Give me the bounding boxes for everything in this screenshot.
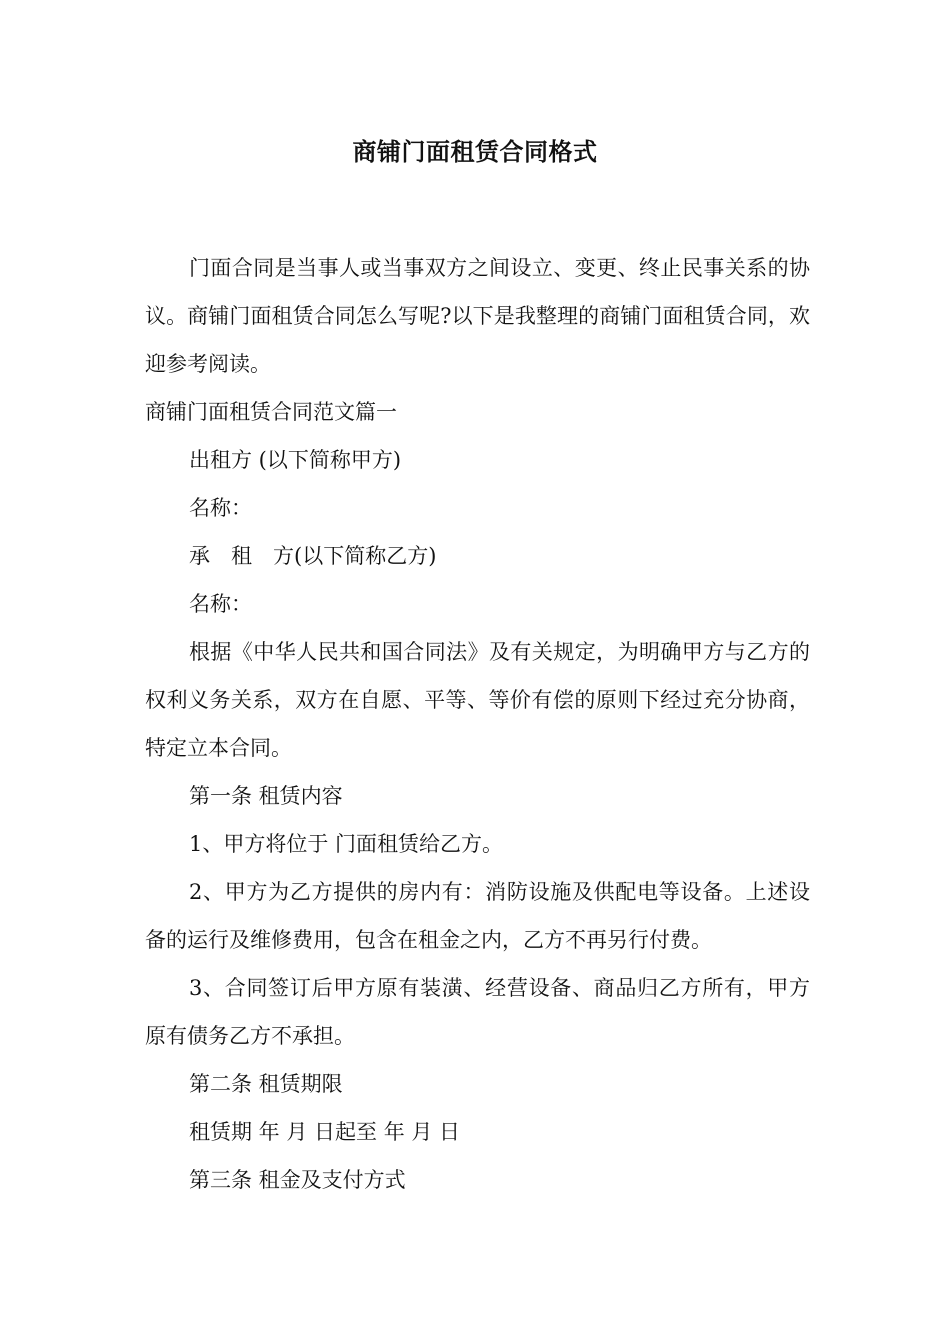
lessor-label: 出租方 (以下简称甲方)	[189, 448, 402, 472]
article-1-heading: 第一条 租赁内容	[189, 784, 343, 808]
article-1-item-1: 1、甲方将位于 门面租赁给乙方。	[189, 832, 504, 856]
document-body	[145, 244, 810, 1204]
article-2-heading: 第二条 租赁期限	[189, 1072, 343, 1096]
lessee-label: 承 租 方(以下简称乙方)	[189, 544, 437, 568]
article-1-item-3: 3、合同签订后甲方原有装潢、经营设备、商品归乙方所有，甲方原有债务乙方不承担。	[145, 976, 810, 1048]
article-3-heading: 第三条 租金及支付方式	[189, 1168, 406, 1192]
intro-paragraph: 门面合同是当事人或当事双方之间设立、变更、终止民事关系的协议。商铺门面租赁合同怎么写呢?以下是我整理的商铺门面租赁合同，欢迎参考阅读。	[145, 256, 810, 376]
legal-basis-paragraph: 根据《中华人民共和国合同法》及有关规定，为明确甲方与乙方的权利义务关系，双方在自愿、平等、等价有偿的原则下经过充分协商，特定立本合同。	[145, 640, 810, 760]
document-title: 商铺门面租赁合同格式	[352, 138, 598, 166]
lease-term-line: 租赁期 年 月 日起至 年 月 日	[189, 1120, 461, 1144]
article-1-item-2: 2、甲方为乙方提供的房内有：消防设施及供配电等设备。上述设备的运行及维修费用，包含在租金之内，乙方不再另行付费。	[145, 880, 810, 952]
section-heading: 商铺门面租赁合同范文篇一	[145, 400, 397, 424]
lessor-name-field: 名称：	[189, 496, 252, 520]
lessee-name-field: 名称：	[189, 592, 252, 616]
